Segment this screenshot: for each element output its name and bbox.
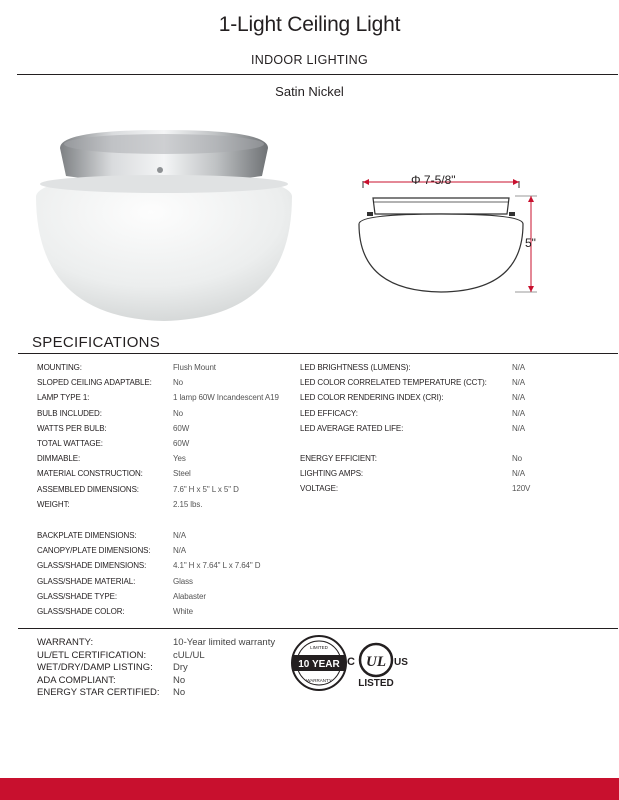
dimension-diagram: [345, 128, 555, 303]
product-category: INDOOR LIGHTING: [250, 53, 368, 67]
spec-label: WATTS PER BULB:: [37, 423, 107, 433]
footer-bar: [0, 778, 619, 800]
spec-label: UL/ETL CERTIFICATION:: [37, 649, 147, 661]
ul-c-mark: C: [347, 656, 355, 668]
spec-value: N/A: [173, 546, 187, 556]
product-title: 1-Light Ceiling Light: [218, 13, 401, 36]
spec-value: N/A: [512, 363, 526, 372]
spec-label: ENERGY STAR CERTIFIED:: [37, 687, 160, 698]
ul-listed-label: LISTED: [358, 678, 394, 688]
spec-label: VOLTAGE:: [300, 484, 339, 494]
diagram-width-label: Φ 7-5/8": [411, 173, 456, 187]
warranty-badge-years: 10 YEAR: [298, 659, 340, 670]
spec-label: GLASS/SHADE TYPE:: [37, 591, 117, 601]
spec-value: N/A: [512, 408, 526, 418]
spec-label: LED BRIGHTNESS (LUMENS):: [300, 363, 411, 372]
warranty-badge-bottom: WARRANTY: [306, 678, 332, 683]
spec-value: N/A: [512, 378, 526, 388]
spec-value: 60W: [173, 423, 190, 433]
spec-label: GLASS/SHADE MATERIAL:: [37, 576, 136, 586]
spec-value: No: [173, 674, 186, 686]
spec-value: No: [173, 408, 184, 418]
spec-value: White: [173, 607, 193, 616]
spec-value: 4.1" H x 7.64" L x 7.64" D: [173, 561, 261, 571]
spec-value: Glass: [173, 576, 193, 586]
spec-label: CANOPY/PLATE DIMENSIONS:: [37, 546, 151, 556]
spec-label: GLASS/SHADE COLOR:: [37, 607, 125, 616]
spec-value: 60W: [173, 439, 190, 448]
spec-value: 1 lamp 60W Incandescent A19: [173, 393, 279, 403]
spec-value: Flush Mount: [173, 363, 216, 372]
spec-label: ADA COMPLIANT:: [37, 674, 116, 686]
spec-value: N/A: [173, 531, 187, 540]
spec-label: MOUNTING:: [37, 363, 82, 372]
specifications-heading: SPECIFICATIONS: [32, 334, 161, 351]
spec-value: Alabaster: [173, 591, 206, 601]
spec-label: WARRANTY:: [37, 637, 94, 648]
spec-label: TOTAL WATTAGE:: [37, 439, 103, 448]
spec-label: BULB INCLUDED:: [37, 408, 102, 418]
spec-label: LIGHTING AMPS:: [300, 469, 364, 479]
spec-value: No: [173, 687, 186, 698]
spec-label: GLASS/SHADE DIMENSIONS:: [37, 561, 147, 571]
spec-label: ASSEMBLED DIMENSIONS:: [37, 484, 139, 494]
spec-label: SLOPED CEILING ADAPTABLE:: [37, 378, 152, 388]
spec-label: WEIGHT:: [37, 499, 70, 509]
spec-value: N/A: [512, 393, 526, 403]
spec-value: Dry: [173, 662, 188, 673]
diagram-height-label: 5": [525, 236, 536, 250]
warranty-divider: [18, 628, 618, 629]
spec-label: ENERGY EFFICIENT:: [300, 454, 377, 463]
spec-label: DIMMABLE:: [37, 454, 81, 464]
spec-value: 10-Year limited warranty: [173, 637, 276, 648]
product-photo: [30, 118, 298, 328]
product-finish: Satin Nickel: [275, 84, 344, 99]
spec-value: No: [512, 454, 523, 463]
spec-label: LED EFFICACY:: [300, 408, 358, 418]
spec-label: LED COLOR CORRELATED TEMPERATURE (CCT):: [300, 378, 487, 388]
spec-value: Steel: [173, 469, 191, 479]
warranty-badge-top: LIMITED: [310, 645, 328, 650]
spec-value: N/A: [512, 423, 526, 433]
spec-value: cUL/UL: [173, 649, 205, 661]
spec-value: Yes: [173, 454, 186, 464]
specifications-divider: [18, 353, 618, 354]
spec-value: N/A: [512, 469, 526, 479]
spec-value: 120V: [512, 484, 531, 494]
spec-label: WET/DRY/DAMP LISTING:: [37, 662, 153, 673]
ul-mark: UL: [366, 654, 386, 670]
spec-label: MATERIAL CONSTRUCTION:: [37, 469, 143, 479]
header-divider: [17, 74, 618, 75]
warranty-badge-icon: [290, 634, 348, 692]
spec-value: 7.6" H x 5" L x 5" D: [173, 484, 239, 494]
spec-value: No: [173, 378, 184, 388]
spec-value: 2.15 lbs.: [173, 499, 203, 509]
ul-us-mark: US: [394, 657, 408, 668]
spec-label: LED AVERAGE RATED LIFE:: [300, 423, 404, 433]
ul-listed-icon: [345, 636, 409, 688]
spec-label: LED COLOR RENDERING INDEX (CRI):: [300, 393, 444, 403]
spec-label: BACKPLATE DIMENSIONS:: [37, 531, 137, 540]
spec-label: LAMP TYPE 1:: [37, 393, 90, 403]
